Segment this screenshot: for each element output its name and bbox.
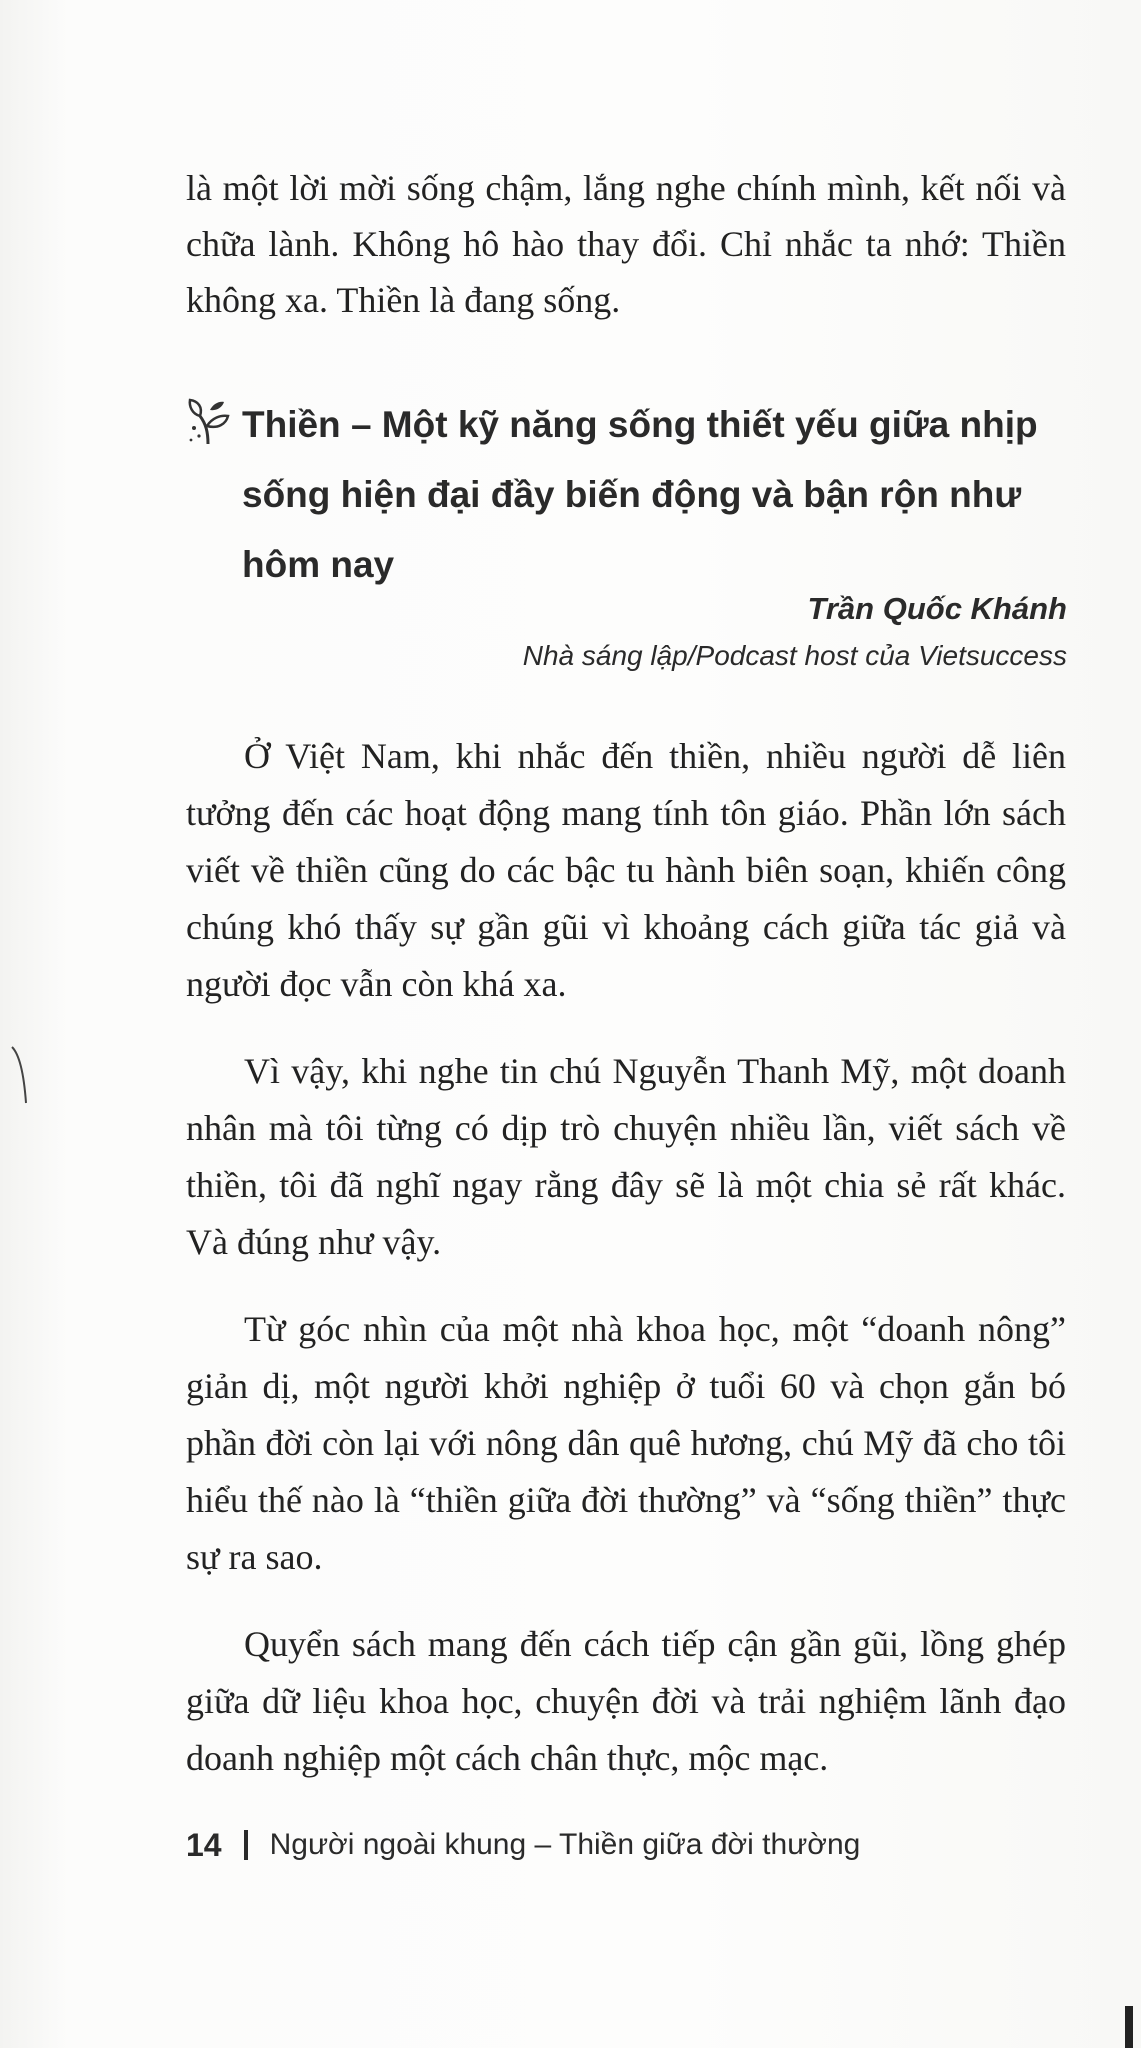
- author-name: Trần Quốc Khánh: [807, 591, 1067, 626]
- section-heading-text: Thiền – Một kỹ năng sống thiết yếu giữa nhịp sống hiện đại đầy biến động và bận rộn như hôm nay: [242, 404, 1038, 585]
- page-number: 14: [186, 1827, 222, 1863]
- page-footer: [186, 1823, 860, 1867]
- author-role: Nhà sáng lập/Podcast host của Vietsuccess: [522, 640, 1067, 671]
- book-title: Người ngoài khung – Thiền giữa đời thường: [269, 1828, 861, 1861]
- body-paragraph: Ở Việt Nam, khi nhắc đến thiền, nhiều người dễ liên tưởng đến các hoạt động mang tính tôn giáo. Phần lớn sách viết về thiền cũng do các bậc tu hành biên soạn, khiến công chúng khó thấy sự gần gũi vì khoảng cách giữa tác giả và người đọc vẫn còn khá xa.: [186, 736, 1066, 1004]
- page-edge-mark: [10, 1045, 28, 1105]
- sprout-icon: [186, 396, 232, 446]
- body-text: [186, 728, 1066, 1817]
- body-paragraph: Vì vậy, khi nghe tin chú Nguyễn Thanh Mỹ, một doanh nhân mà tôi từng có dịp trò chuyện nhiều lần, viết sách về thiền, tôi đã nghĩ ngay rằng đây sẽ là một chia sẻ rất khác. Và đúng như vậy.: [186, 1051, 1066, 1262]
- footer-divider: [244, 1830, 248, 1860]
- author-attribution: [523, 585, 1067, 679]
- body-paragraph: Quyển sách mang đến cách tiếp cận gần gũi, lồng ghép giữa dữ liệu khoa học, chuyện đời và trải nghiệm lãnh đạo doanh nghiệp một cách chân thực, mộc mạc.: [186, 1624, 1066, 1778]
- intro-paragraph: là một lời mời sống chậm, lắng nghe chính mình, kết nối và chữa lành. Không hô hào thay đổi. Chỉ nhắc ta nhớ: Thiền không xa. Thiền là đang sống.: [186, 168, 1066, 320]
- section-heading: [186, 390, 1086, 600]
- page-corner-mark: [1125, 2006, 1133, 2048]
- body-paragraph: Từ góc nhìn của một nhà khoa học, một “doanh nông” giản dị, một người khởi nghiệp ở tuổi 60 và chọn gắn bó phần đời còn lại với nông dân quê hương, chú Mỹ đã cho tôi hiểu thế nào là “thiền giữa đời thường” và “sống thiền” thực sự ra sao.: [186, 1309, 1066, 1577]
